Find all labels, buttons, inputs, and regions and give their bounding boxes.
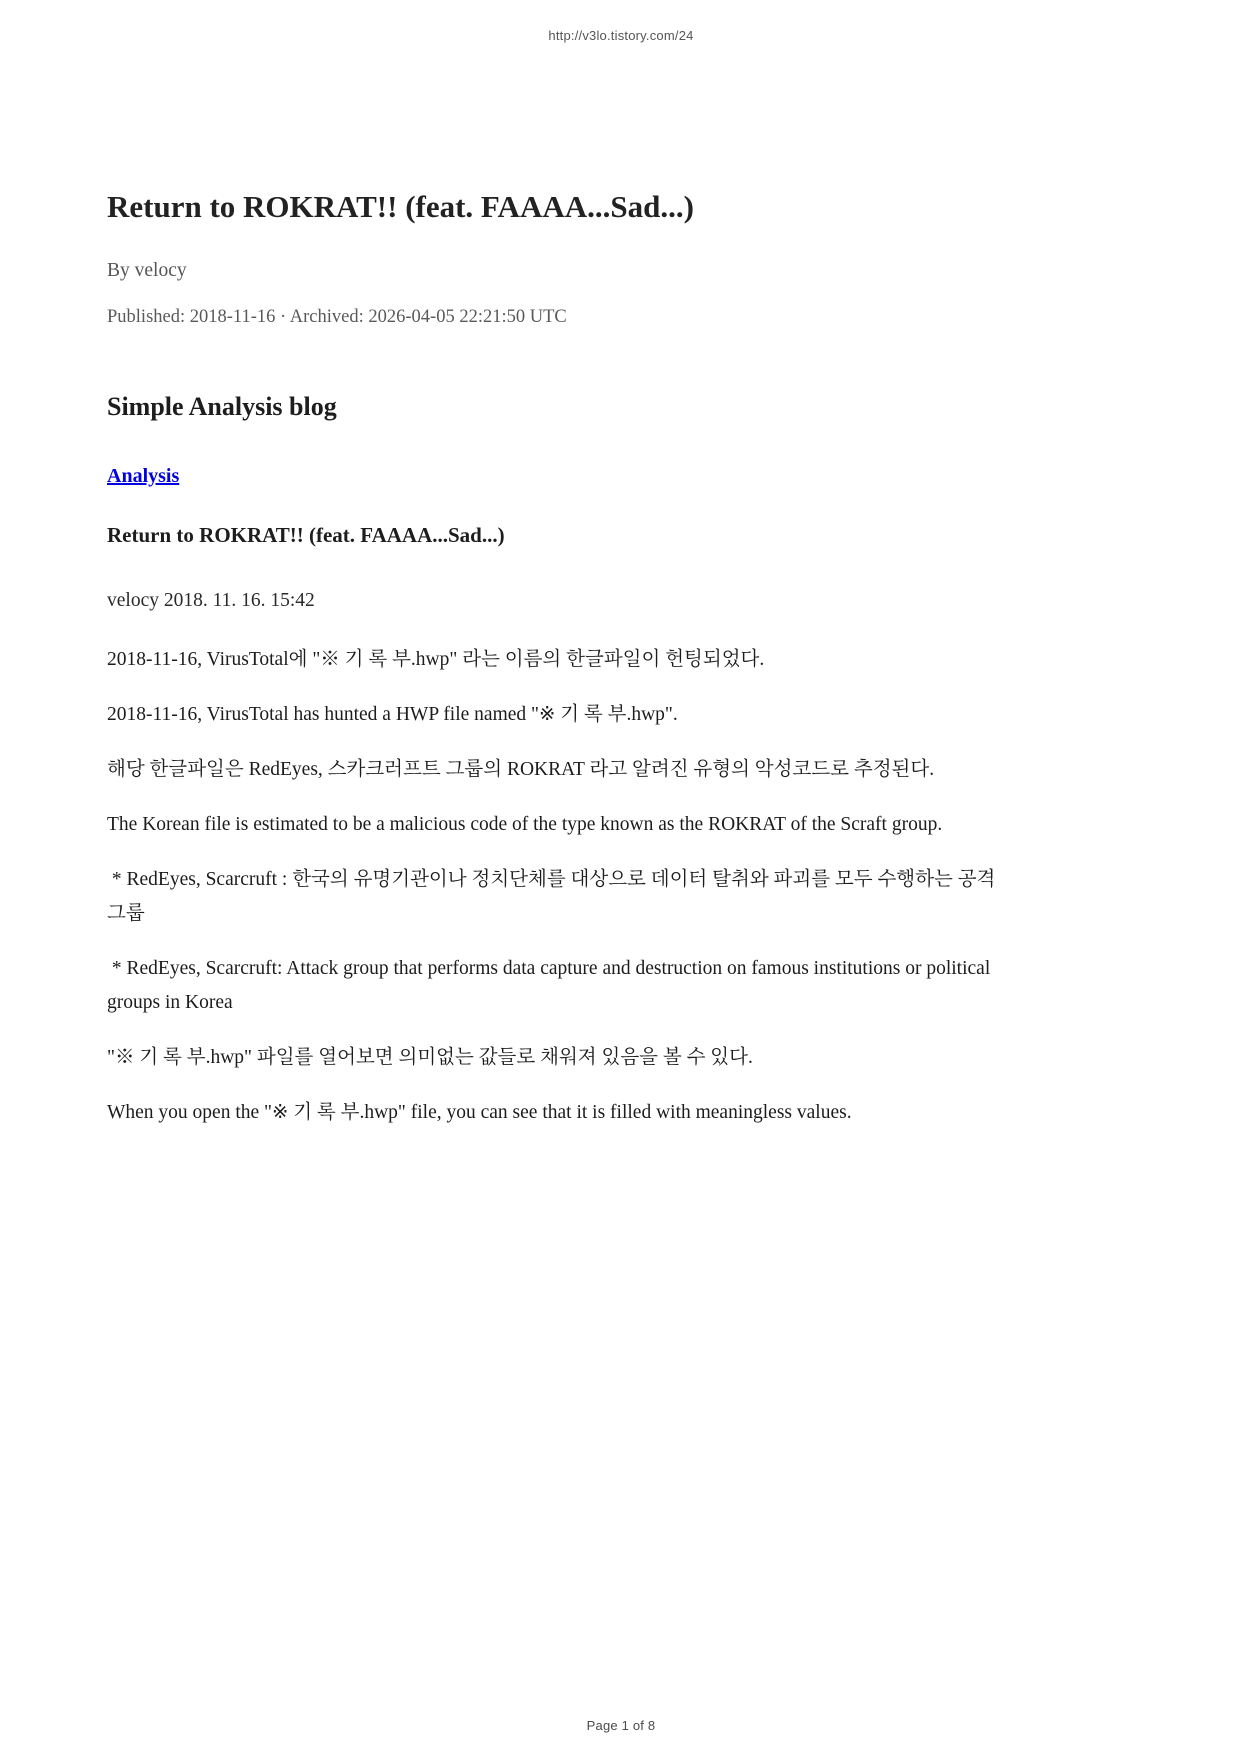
- post-body: [107, 643, 1013, 1130]
- source-url: http://v3lo.tistory.com/24: [548, 28, 694, 43]
- paragraph-ko-rokrat-attribution: 해당 한글파일은 RedEyes, 스카크러프트 그룹의 ROKRAT 라고 알려진 유형의 악성코드로 추정된다.: [107, 759, 935, 781]
- category-link-analysis[interactable]: Analysis: [107, 464, 180, 487]
- category-row: [107, 463, 1013, 490]
- post-title: Return to ROKRAT!! (feat. FAAAA...Sad...): [107, 522, 505, 547]
- paragraph-en-file-open: When you open the "※ 기 록 부.hwp" file, you can see that it is filled with meaningless values.: [107, 1102, 852, 1124]
- paragraph-ko-virustotal: 2018-11-16, VirusTotal에 "※ 기 록 부.hwp" 라는 이름의 한글파일이 헌팅되었다.: [107, 649, 765, 671]
- byline: By velocy: [107, 260, 187, 282]
- blog-title: Simple Analysis blog: [107, 392, 337, 422]
- page-title: Return to ROKRAT!! (feat. FAAAA...Sad...): [107, 189, 694, 224]
- publish-archive-meta: Published: 2018-11-16 · Archived: 2026-04-05 22:21:50 UTC: [107, 306, 567, 327]
- post-meta: velocy 2018. 11. 16. 15:42: [107, 589, 315, 611]
- article-content: [107, 0, 1013, 1151]
- paragraph-ko-file-open: "※ 기 록 부.hwp" 파일를 열어보면 의미없는 값들로 채워져 있음을 볼 수 있다.: [107, 1047, 753, 1069]
- paragraph-ko-redeyes-note: * RedEyes, Scarcruft : 한국의 유명기관이나 정치단체를 대상으로 데이터 탈취와 파괴를 모두 수행하는 공격 그룹: [107, 869, 1001, 925]
- paragraph-en-virustotal: 2018-11-16, VirusTotal has hunted a HWP file named "※ 기 록 부.hwp".: [107, 704, 678, 726]
- page-number: Page 1 of 8: [586, 1718, 656, 1733]
- paragraph-en-rokrat-attribution: The Korean file is estimated to be a malicious code of the type known as the ROKRAT of the Scraft group.: [107, 814, 943, 836]
- paragraph-en-redeyes-note: * RedEyes, Scarcruft: Attack group that performs data capture and destruction on famous institutions or political groups in Korea: [107, 958, 996, 1014]
